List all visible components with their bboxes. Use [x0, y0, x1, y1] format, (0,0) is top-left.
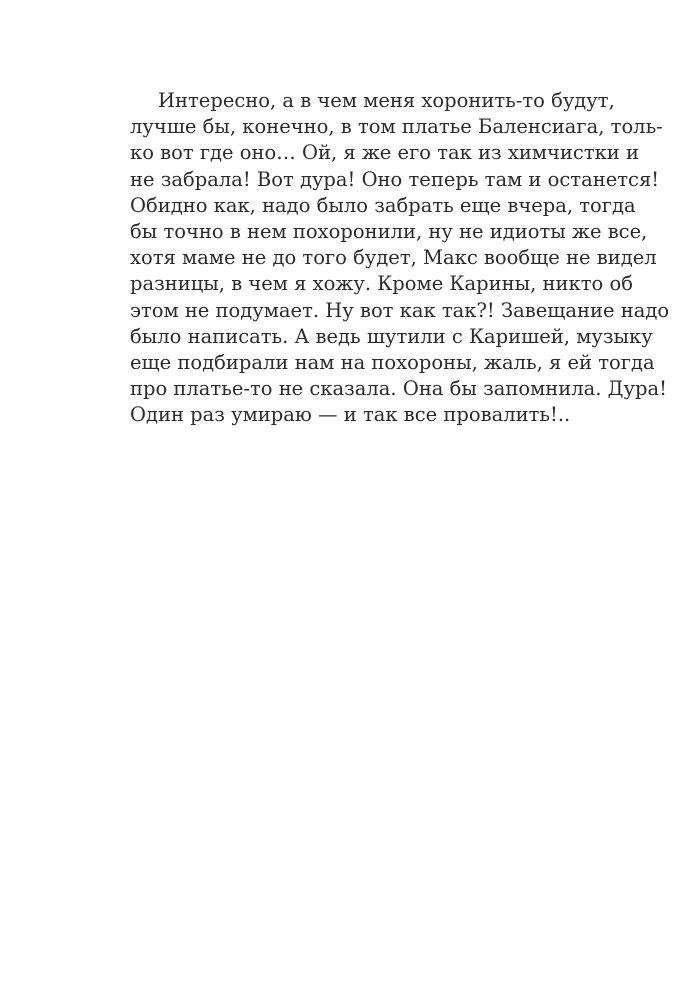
text-line: было написать. А ведь шутили с Каришей, музыку — [130, 324, 653, 348]
text-line: бы точно в нем похоронили, ну не идиоты же все, — [130, 220, 648, 244]
text-line: еще подбирали нам на похороны, жаль, я ей тогда — [130, 351, 655, 375]
paragraph — [130, 88, 670, 429]
text-line: про платье-то не сказала. Она бы запомнила. Дура! — [130, 377, 667, 401]
text-line: ко вот где оно… Ой, я же его так из химчистки и — [130, 141, 639, 165]
text-line: этом не подумает. Ну вот как так?! Завещание надо — [130, 298, 670, 322]
text-line: Интересно, а в чем меня хоронить-то будут, — [158, 89, 615, 112]
text-line: лучше бы, конечно, в том платье Баленсиага, толь- — [130, 115, 663, 139]
text-line: разницы, в чем я хожу. Кроме Карины, никто об — [130, 272, 633, 296]
text-line: не забрала! Вот дура! Оно теперь там и останется! — [130, 167, 660, 191]
text-line: хотя маме не до того будет, Макс вообще не видел — [130, 246, 657, 270]
text-line: Обидно как, надо было забрать еще вчера, тогда — [130, 193, 636, 217]
text-line: Один раз умираю — и так все провалить!.. — [130, 403, 571, 427]
